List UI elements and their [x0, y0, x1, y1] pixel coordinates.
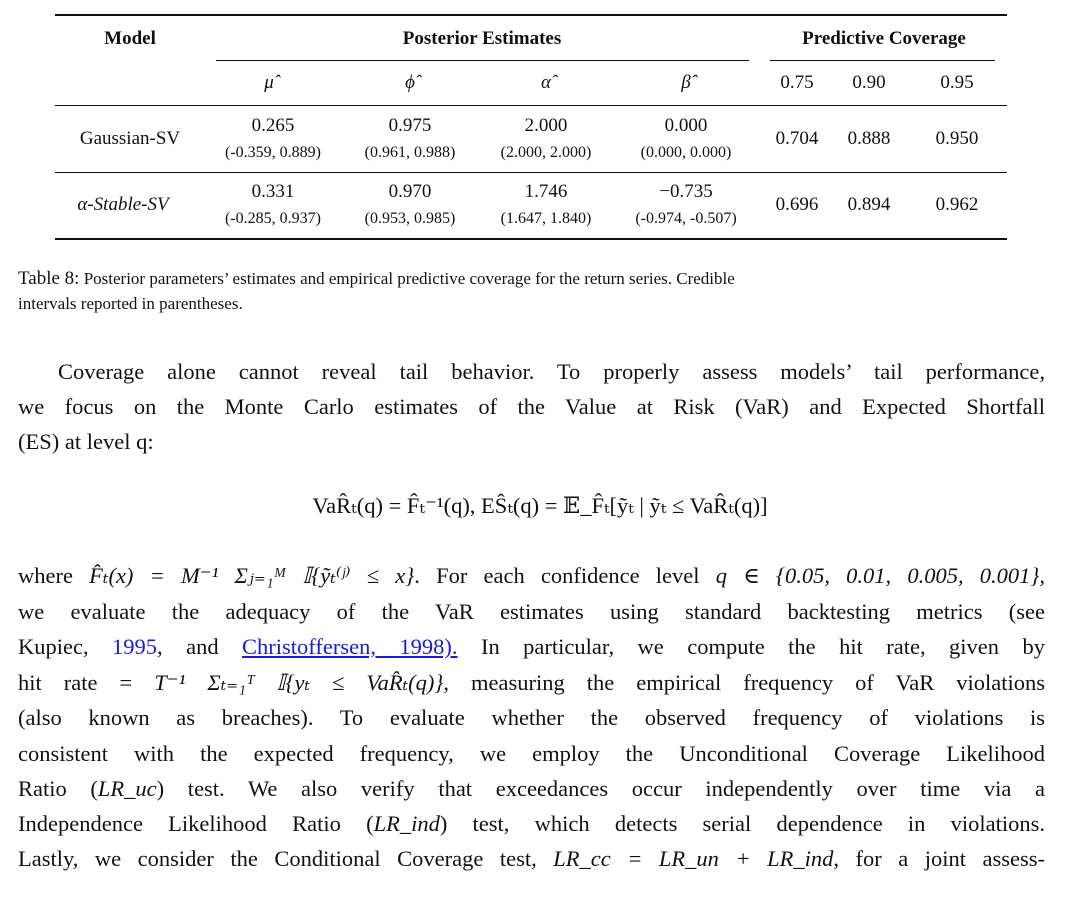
text: Kupiec, [18, 634, 113, 659]
text: where [18, 563, 90, 588]
row-rule [55, 172, 1007, 173]
phi-interval: (0.961, 0.988) [364, 144, 456, 161]
text: Independence Likelihood Ratio ( [18, 811, 374, 836]
caption-text: Posterior parameters’ estimates and empirical predictive coverage for the return series. Credible [83, 269, 735, 288]
beta-interval: (0.000, 0.000) [640, 144, 732, 161]
alpha-value: 2.000 [524, 115, 568, 136]
subheader-075: 0.75 [780, 72, 814, 93]
mu-value: 0.331 [251, 181, 295, 202]
text-line: (also known as breaches). To evaluate whether the observed frequency of violations is [18, 705, 1045, 730]
table-bottom-rule [55, 238, 1007, 240]
header-posterior-estimates: Posterior Estimates [402, 28, 562, 49]
text: hit rate = [18, 670, 155, 695]
mu-value: 0.265 [251, 115, 295, 136]
citation-link-1995[interactable]: 1995 [112, 634, 158, 659]
beta-interval: (-0.974, -0.507) [635, 210, 737, 227]
caption-text: intervals reported in parentheses. [18, 294, 243, 313]
text: . For each confidence level [414, 563, 716, 588]
phi-value: 0.970 [388, 181, 432, 202]
alpha-value: 1.746 [524, 181, 568, 202]
text: Lastly, we consider the Conditional Coverage test, [18, 846, 554, 871]
subheader-090: 0.90 [852, 72, 886, 93]
subheader-phi: ϕ̂ [405, 72, 415, 93]
posterior-cmidrule [216, 60, 749, 61]
text: , for a joint assess- [833, 846, 1045, 871]
text: ) test, which detects serial dependence in violations. [439, 811, 1045, 836]
coverage-cmidrule [770, 60, 995, 61]
header-predictive-coverage: Predictive Coverage [802, 28, 966, 49]
mu-interval: (-0.285, 0.937) [225, 210, 321, 227]
beta-value: 0.000 [664, 115, 708, 136]
table-top-rule [55, 14, 1007, 16]
text: In particular, we compute the hit rate, given by [457, 634, 1045, 659]
text-line: we evaluate the adequacy of the VaR estimates using standard backtesting metrics (see [18, 599, 1045, 624]
text: ) test. We also verify that exceedances occur independently over time via a [156, 776, 1045, 801]
lr-uc-symbol: LR_uc [97, 776, 157, 801]
beta-value: −0.735 [659, 181, 713, 202]
ecdf-formula: F̂ₜ(x) = M⁻¹ Σⱼ₌₁ᴹ 𝕀{ỹₜ⁽ʲ⁾ ≤ x} [89, 563, 415, 588]
lr-ind-symbol: LR_ind [373, 811, 440, 836]
text: Ratio ( [18, 776, 98, 801]
text-line: consistent with the expected frequency, we employ the Unconditional Coverage Likelihood [18, 741, 1045, 766]
text-line [18, 776, 1045, 802]
coverage-075: 0.704 [775, 128, 819, 149]
subheader-095: 0.95 [940, 72, 974, 93]
text-line: we focus on the Monte Carlo estimates of the Value at Risk (VaR) and Expected Shortfall [18, 394, 1045, 419]
coverage-095: 0.962 [935, 194, 979, 215]
phi-value: 0.975 [388, 115, 432, 136]
coverage-075: 0.696 [775, 194, 819, 215]
coverage-090: 0.894 [847, 194, 891, 215]
text: , measuring the empirical frequency of VaR violations [443, 670, 1045, 695]
text-line [18, 563, 1045, 589]
phi-interval: (0.953, 0.985) [364, 210, 456, 227]
coverage-095: 0.950 [935, 128, 979, 149]
subheader-beta: β̂ [681, 72, 691, 93]
coverage-090: 0.888 [847, 128, 891, 149]
subheader-mu: μ̂ [264, 72, 274, 93]
text-line [18, 670, 1045, 696]
hit-rate-formula: T⁻¹ Σₜ₌₁ᵀ 𝕀{yₜ ≤ VaR̂ₜ(q)} [154, 670, 444, 695]
text-line: (ES) at level q: [18, 429, 154, 454]
q-set-formula: q ∈ {0.05, 0.01, 0.005, 0.001}, [715, 563, 1045, 588]
subheader-alpha: α̂ [541, 72, 551, 93]
var-es-equation: VaR̂ₜ(q) = F̂ₜ⁻¹(q), EŜₜ(q) = 𝔼_F̂ₜ[ỹₜ | ỹₜ ≤ VaR̂ₜ(q)] [312, 493, 768, 518]
text: , and [157, 634, 243, 659]
header-rule [55, 105, 1007, 106]
header-model: Model [104, 28, 156, 49]
caption-label: Table 8: [18, 268, 80, 289]
citation-link-christoffersen[interactable]: Christoffersen, 1998). [242, 634, 458, 659]
text-line: Coverage alone cannot reveal tail behavior. To properly assess models’ tail performance, [58, 359, 1045, 384]
text-line [18, 846, 1045, 872]
table-caption [18, 266, 1048, 316]
alpha-interval: (1.647, 1.840) [500, 210, 592, 227]
lr-cc-formula: LR_cc = LR_un + LR_ind [553, 846, 834, 871]
model-name: α-Stable-SV [77, 194, 169, 215]
text-line [18, 634, 1045, 660]
alpha-interval: (2.000, 2.000) [500, 144, 592, 161]
text-line [18, 811, 1045, 837]
mu-interval: (-0.359, 0.889) [225, 144, 321, 161]
model-name: Gaussian-SV [79, 128, 181, 149]
